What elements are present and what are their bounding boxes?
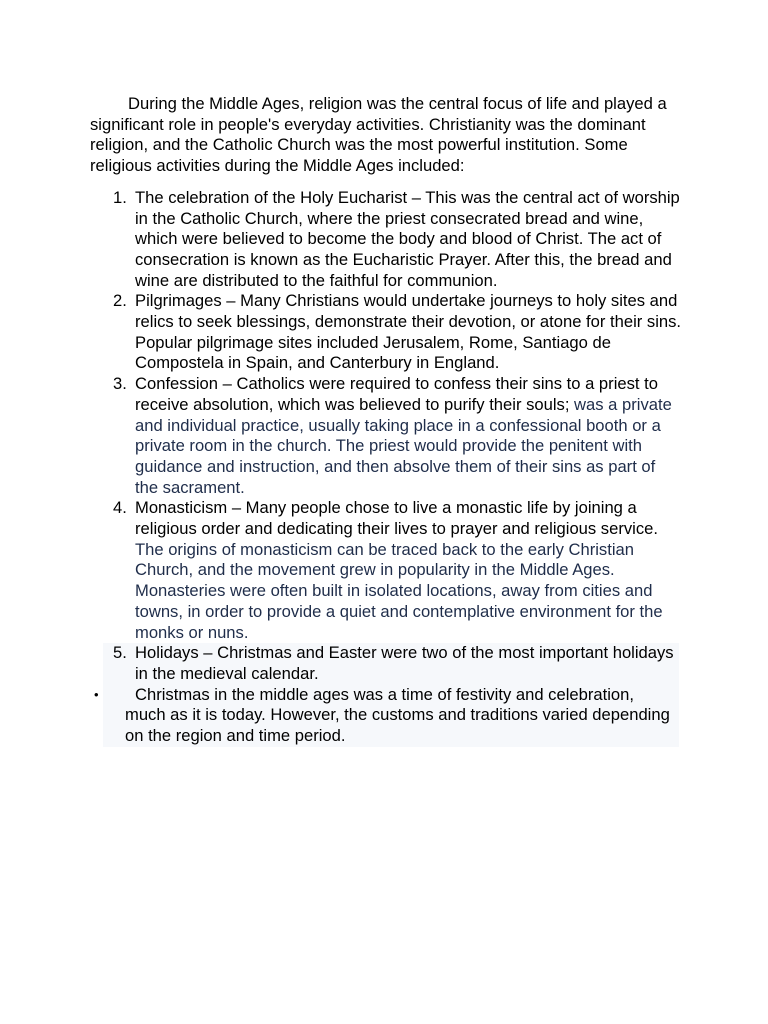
intro-paragraph: During the Middle Ages, religion was the central focus of life and played a significant role in people's everyday activities. Christianity was the dominant religion, and the Catholic Church was the most powerful institution. Some religious activities during the Middle Ages included: [90, 94, 667, 176]
list-item-text: Pilgrimages – Many Christians would undertake journeys to holy sites and relics to seek blessings, demonstrate their devotion, or atone for their sins. Popular pilgrimage sites included Jerusalem, Rome, Santiago de Compostela in Spain, and Canterbury in England. [135, 291, 682, 373]
list-number: 3. [113, 374, 127, 394]
list-item-text: The celebration of the Holy Eucharist – This was the central act of worship in the Catholic Church, where the priest consecrated bread and wine, which were believed to become the body and blood of Christ. The act of consecration is known as the Eucharistic Prayer. After this, the bread and wine are distributed to the faithful for communion. [135, 187, 680, 290]
bullet-icon: • [94, 686, 99, 702]
list-item-highlighted-text: was a private and individual practice, usually taking place in a confessional booth or a private room in the church. The priest would provide the penitent with guidance and instruction, and then absolve them of their sins as part of the sacrament. [135, 394, 672, 497]
list-number: 5. [113, 643, 127, 663]
document-page [90, 94, 682, 747]
bullet-item-text: Christmas in the middle ages was a time of festivity and celebration, much as it is today. However, the customs and traditions varied depending on the region and time period. [125, 684, 670, 746]
list-item [90, 291, 682, 374]
highlighted-block [94, 643, 679, 747]
list-item [90, 374, 682, 498]
list-number: 2. [113, 291, 127, 311]
list-item [90, 498, 682, 643]
list-number: 4. [113, 498, 127, 518]
list-item-text: Monasticism – Many people chose to live a monastic life by joining a religious order and dedicating their lives to prayer and religious service. [135, 498, 658, 539]
list-number: 1. [113, 187, 127, 207]
bullet-item [94, 684, 679, 747]
list-item-highlighted-text: The origins of monasticism can be traced back to the early Christian Church, and the movement grew in popularity in the Middle Ages. Monasteries were often built in isolated locations, away from cities and towns, in order to provide a quiet and contemplative environment for the monks or nuns. [135, 539, 663, 642]
list-item-text: Holidays – Christmas and Easter were two of the most important holidays in the medieval calendar. [135, 643, 674, 683]
list-item [103, 643, 679, 684]
religious-activities-list [90, 188, 682, 643]
list-item [90, 188, 682, 292]
list-item-text: Confession – Catholics were required to confess their sins to a priest to receive absolution, which was believed to purify their souls; [135, 374, 658, 414]
